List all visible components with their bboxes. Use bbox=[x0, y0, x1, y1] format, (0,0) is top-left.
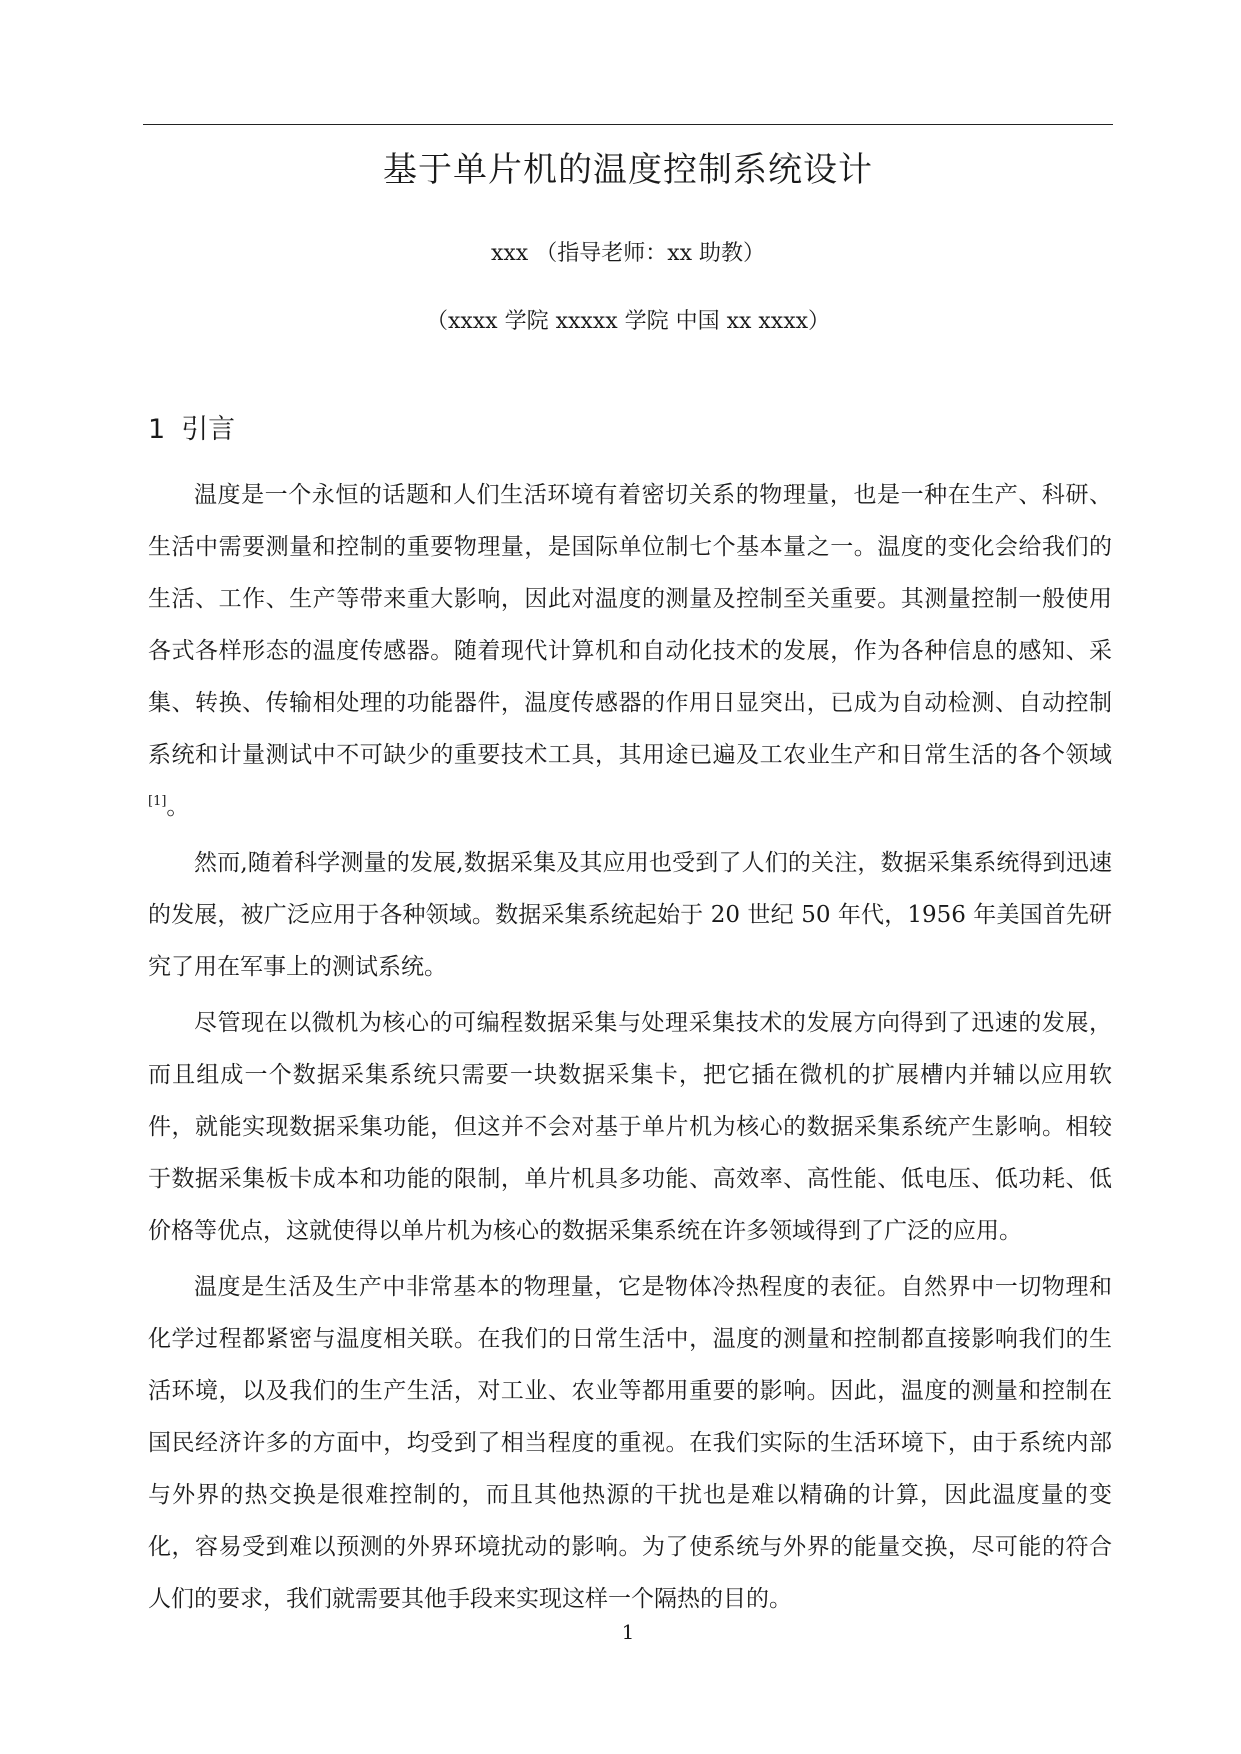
paragraph-1 bbox=[148, 469, 1112, 833]
citation-1: [1] bbox=[148, 794, 167, 809]
paper-title: 基于单片机的温度控制系统设计 bbox=[383, 150, 873, 190]
paragraph-3: 尽管现在以微机为核心的可编程数据采集与处理采集技术的发展方向得到了迅速的发展，而且组成一个数据采集系统只需要一块数据采集卡，把它插在微机的扩展槽内并辅以应用软件，就能实现数据采集功能，但这并不会对基于单片机为核心的数据采集系统产生影响。相较于数据采集板卡成本和功能的限制，单片机具多功能、高效率、高性能、低电压、低功耗、低价格等优点，这就使得以单片机为核心的数据采集系统在许多领域得到了广泛的应用。 bbox=[148, 1010, 1112, 1244]
paragraph-1-tail: 。 bbox=[166, 794, 190, 820]
section-heading bbox=[148, 410, 235, 450]
affiliation-line: （xxxx 学院 xxxxx 学院 中国 xx xxxx） bbox=[425, 309, 831, 334]
author-line: xxx （指导老师：xx 助教） bbox=[490, 241, 766, 266]
paragraph-4: 温度是生活及生产中非常基本的物理量，它是物体冷热程度的表征。自然界中一切物理和化学过程都紧密与温度相关联。在我们的日常生活中，温度的测量和控制都直接影响我们的生活环境，以及我们的生产生活，对工业、农业等都用重要的影响。因此，温度的测量和控制在国民经济许多的方面中，均受到了相当程度的重视。在我们实际的生活环境下，由于系统内部与外界的热交换是很难控制的，而且其他热源的干扰也是难以精确的计算，因此温度量的变化，容易受到难以预测的外界环境扰动的影响。为了使系统与外界的能量交换，尽可能的符合人们的要求，我们就需要其他手段来实现这样一个隔热的目的。 bbox=[148, 1274, 1112, 1612]
section-title: 引言 bbox=[181, 414, 236, 445]
page-number: 1 bbox=[621, 1620, 635, 1644]
paragraph-2: 然而,随着科学测量的发展,数据采集及其应用也受到了人们的关注，数据采集系统得到迅速的发展，被广泛应用于各种领域。数据采集系统起始于 20 世纪 50 年代，1956 年美国首先研究了用在军事上的测试系统。 bbox=[148, 850, 1112, 980]
paragraph-1-text: 温度是一个永恒的话题和人们生活环境有着密切关系的物理量，也是一种在生产、科研、生活中需要测量和控制的重要物理量，是国际单位制七个基本量之一。温度的变化会给我们的生活、工作、生产等带来重大影响，因此对温度的测量及控制至关重要。其测量控制一般使用各式各样形态的温度传感器。随着现代计算机和自动化技术的发展，作为各种信息的感知、采集、转换、传输相处理的功能器件，温度传感器的作用日显突出，已成为自动检测、自动控制系统和计量测试中不可缺少的重要技术工具，其用途已遍及工农业生产和日常生活的各个领域 bbox=[148, 482, 1112, 768]
section-number: 1 bbox=[148, 414, 166, 445]
body-text bbox=[148, 469, 1112, 1629]
header-rule bbox=[143, 124, 1113, 125]
